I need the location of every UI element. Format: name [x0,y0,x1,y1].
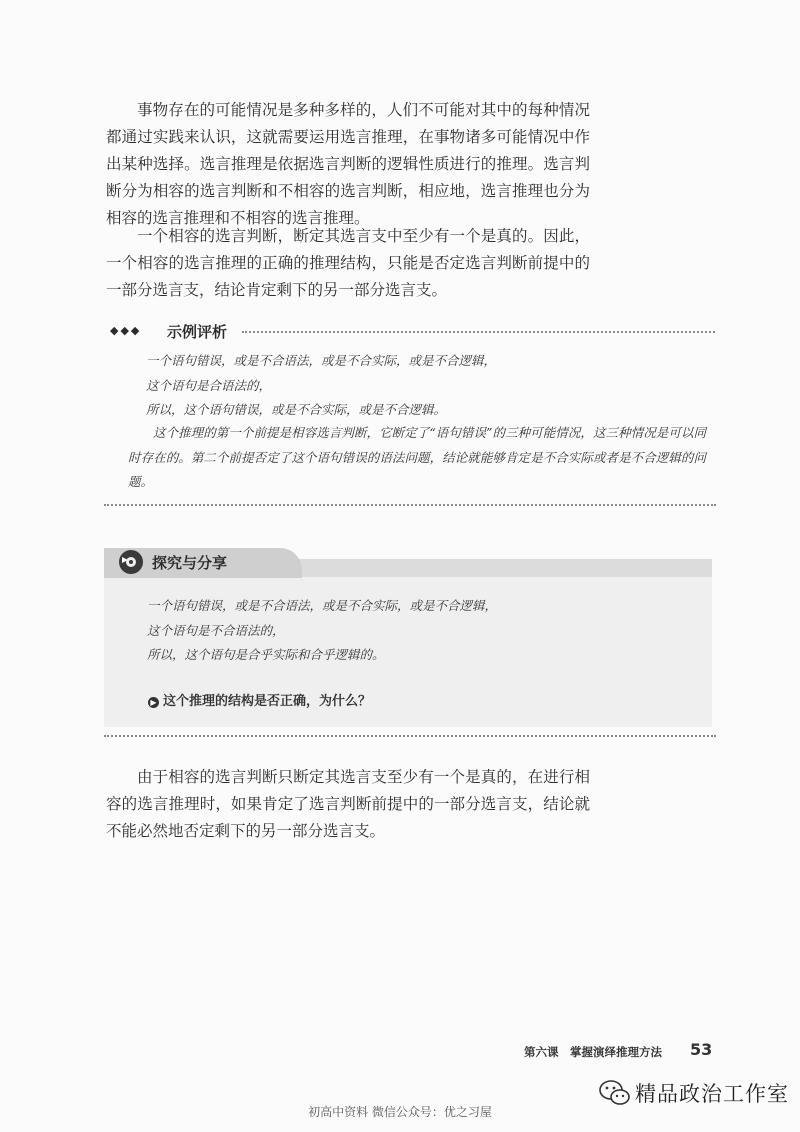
explore-premise-2: 这个语句是不合语法的， [147,622,285,638]
watermark-text: 精品政治工作室 [635,1082,789,1106]
dotted-divider [242,331,715,333]
explore-disc-icon [118,549,144,575]
explore-share-title: 探究与分享 [152,554,228,572]
explore-conclusion: 所以，这个语句是合乎实际和合乎逻辑的。 [147,647,385,662]
chapter-title: 第六课 掌握演绎推理方法 [524,1045,662,1059]
explore-question-text: 这个推理的结构是否正确，为什么？ [163,694,372,709]
paragraph-compatible-disjunction: 一个相容的选言判断，断定其选言支中至少有一个是真的。因此，一个相容的选言推理的正确的推理结构，只能是否定选言判断前提中的一部分选言支，结论肯定剩下的另一部分选言支。 [106,227,590,299]
example-analysis-title: 示例评析 [167,323,228,341]
page-number: 53 [690,1040,713,1059]
dotted-divider [104,504,716,506]
bottom-caption: 初高中资料 微信公众号：优之习屋 [308,1105,492,1119]
explore-syllogism [147,594,687,668]
explore-share-box [104,554,712,727]
example-conclusion: 所以，这个语句错误，或是不合实际，或是不合逻辑。 [146,402,447,417]
example-commentary: 这个推理的第一个前提是相容选言判断，它断定了“语句错误”的三种可能情况，这三种情况是可以同时存在的。第二个前提否定了这个语句错误的语法问题，结论就能够肯定是不合实际或者是不合逻辑的问题。 [128,425,706,489]
example-syllogism [146,349,686,423]
paragraph-conclusion: 由于相容的选言判断只断定其选言支至少有一个是真的，在进行相容的选言推理时，如果肯定了选言判断前提中的一部分选言支，结论就不能必然地否定剩下的另一部分选言支。 [106,768,590,840]
diamond-bullets-icon: ◆◆◆ [110,324,142,337]
example-analysis-header [110,321,715,343]
explore-premise-1: 一个语句错误，或是不合语法，或是不合实际，或是不合逻辑， [147,598,498,613]
explore-question [148,690,371,709]
dotted-divider [104,735,716,737]
paragraph-intro: 事物存在的可能情况是多种多样的，人们不可能对其中的每种情况都通过实践来认识，这就需要运用选言推理，在事物诸多可能情况中作出某种选择。选言推理是依据选言判断的逻辑性质进行的推理。选言判断分为相容的选言判断和不相容的选言判断，相应地，选言推理也分为相容的选言推理和不相容的选言推理。 [106,101,590,227]
example-premise-1: 一个语句错误，或是不合语法，或是不合实际，或是不合逻辑， [146,353,497,368]
play-bullet-icon: ▶ [148,697,159,708]
example-premise-2: 这个语句是合语法的， [146,377,272,393]
